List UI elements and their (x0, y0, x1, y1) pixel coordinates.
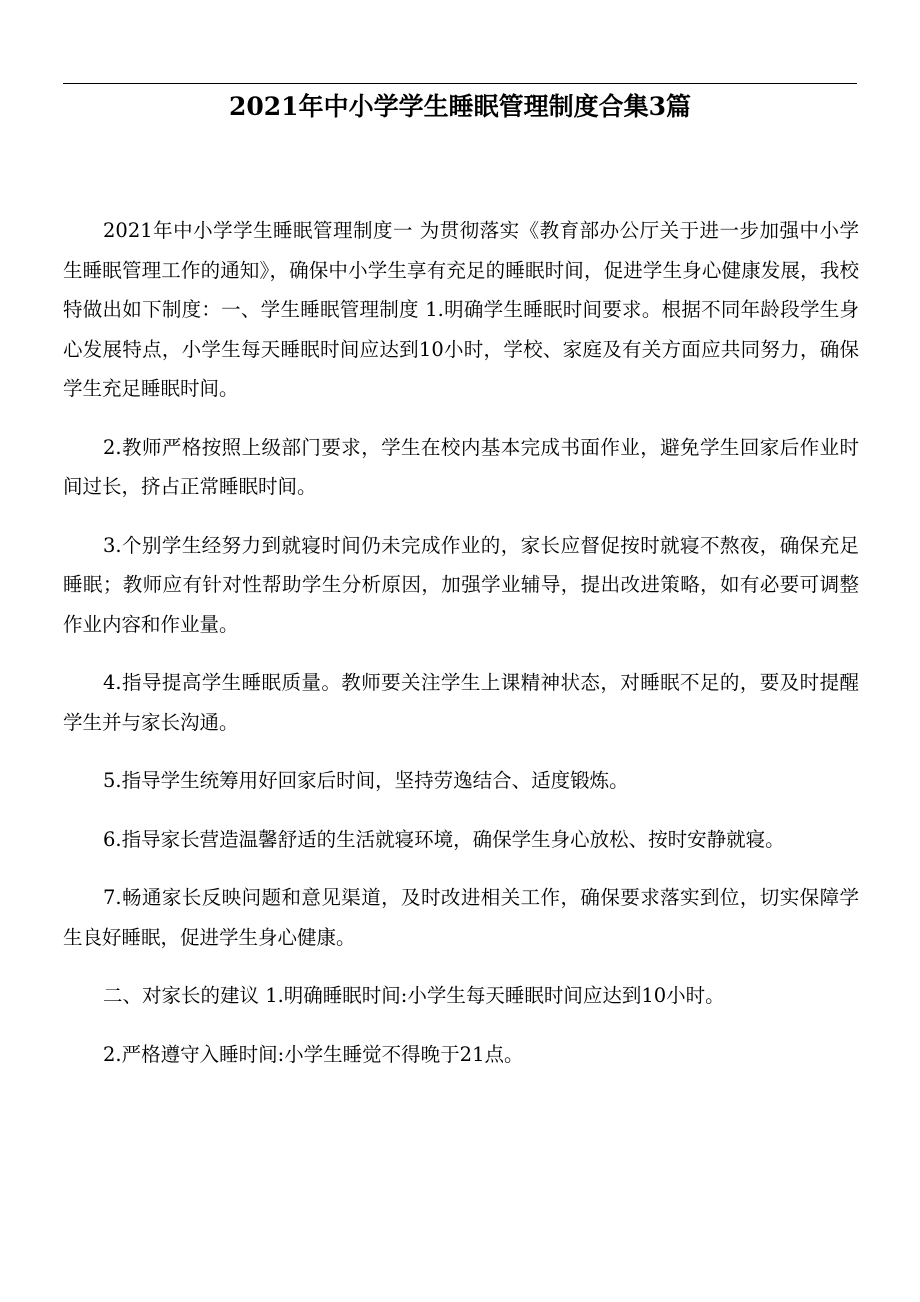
paragraph-item-3: 3.个别学生经努力到就寝时间仍未完成作业的，家长应督促按时就寝不熬夜，确保充足睡眠；教师应有针对性帮助学生分析原因，加强学业辅导，提出改进策略，如有必要可调整作业内容和作业量。 (63, 533, 859, 636)
paragraph-item-7: 7.畅通家长反映问题和意见渠道，及时改进相关工作，确保要求落实到位，切实保障学生良好睡眠，促进学生身心健康。 (63, 886, 859, 949)
paragraph-item-2: 2.教师严格按照上级部门要求，学生在校内基本完成书面作业，避免学生回家后作业时间过长，挤占正常睡眠时间。 (63, 435, 859, 498)
paragraph-bedtime: 2.严格遵守入睡时间:小学生睡觉不得晚于21点。 (103, 1042, 524, 1066)
paragraph-parent-advice: 二、对家长的建议 1.明确睡眠时间:小学生每天睡眠时间应达到10小时。 (103, 984, 725, 1007)
paragraph-intro: 2021年中小学学生睡眠管理制度一 为贯彻落实《教育部办公厅关于进一步加强中小学生睡眠管理工作的通知》，确保中小学生享有充足的睡眠时间，促进学生身心健康发展，我校特做出如下制度：一、学生睡眠管理制度 1.明确学生睡眠时间要求。根据不同年龄段学生身心发展特点，小学生每天睡眠时间应达到10小时，学校、家庭及有关方面应共同努力，确保学生充足睡眠时间。 (63, 219, 859, 400)
header-rule (63, 83, 857, 84)
document-body (63, 211, 859, 1074)
paragraph-item-5: 5.指导学生统筹用好回家后时间，坚持劳逸结合、适度锻炼。 (103, 769, 629, 792)
paragraph-item-6: 6.指导家长营造温馨舒适的生活就寝环境，确保学生身心放松、按时安静就寝。 (103, 827, 785, 851)
paragraph-item-4: 4.指导提高学生睡眠质量。教师要关注学生上课精神状态，对睡眠不足的，要及时提醒学生并与家长沟通。 (63, 671, 859, 734)
document-title: 2021年中小学学生睡眠管理制度合集3篇 (229, 92, 691, 121)
